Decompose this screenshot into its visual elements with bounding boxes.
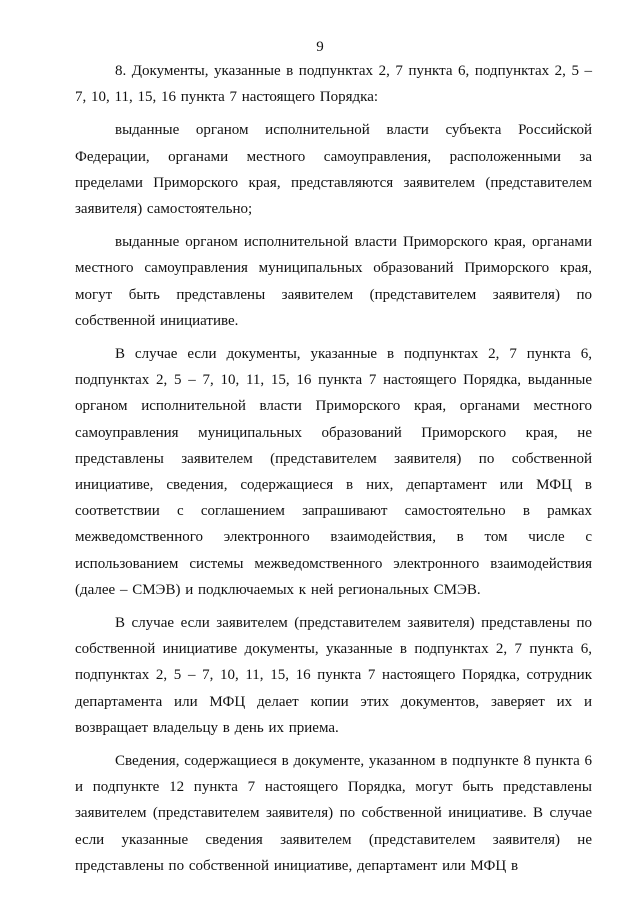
paragraph-submitted-independently: выданные органом исполнительной власти субъекта Российской Федерации, органами местного самоуправления, расположенными за пределами Приморского края, представляются заявителем (представителем заявителя) самостоятельно;	[75, 122, 592, 218]
paragraph-copies-returned: В случае если заявителем (представителем заявителя) представлены по собственной инициативе документы, указанные в подпунктах 2, 7 пункта 6, подпунктах 2, 5 – 7, 10, 11, 15, 16 пункта 7 настоящего Порядка, сотрудник департамента или МФЦ делает копии этих документов, заверяет их и возвращает владельцу в день их приема.	[75, 615, 592, 736]
paragraph-documents-list-intro: 8. Документы, указанные в подпунктах 2, 7 пункта 6, подпунктах 2, 5 – 7, 10, 11, 15, 16 пункта 7 настоящего Порядка:	[75, 63, 592, 106]
paragraph-subpoint-information: Сведения, содержащиеся в документе, указанном в подпункте 8 пункта 6 и подпункте 12 пункта 7 настоящего Порядка, могут быть представлены заявителем (представителем заявителя) по собственной инициативе. В случае если указанные сведения заявителем (представителем заявителя) не представлены по собственной инициативе, департамент или МФЦ в	[75, 753, 592, 874]
paragraph-submitted-on-own-initiative: выданные органом исполнительной власти Приморского края, органами местного самоуправления муниципальных образований Приморского края, могут быть представлены заявителем (представителем заявителя) по собственной инициативе.	[75, 234, 592, 329]
document-body	[75, 58, 592, 886]
paragraph-interagency-request: В случае если документы, указанные в подпунктах 2, 7 пункта 6, подпунктах 2, 5 – 7, 10, 11, 15, 16 пункта 7 настоящего Порядка, выданные органом исполнительной власти Приморского края, органами местного самоуправления муниципальных образований Приморского края, не представлены заявителем (представителем заявителя) по собственной инициативе, сведения, содержащиеся в них, департамент или МФЦ в соответствии с соглашением запрашивают самостоятельно в рамках межведомственного электронного взаимодействия, в том числе с использованием системы межведомственного электронного взаимодействия (далее – СМЭВ) и подключаемых к ней региональных СМЭВ.	[75, 346, 592, 598]
page-number: 9	[316, 39, 324, 55]
